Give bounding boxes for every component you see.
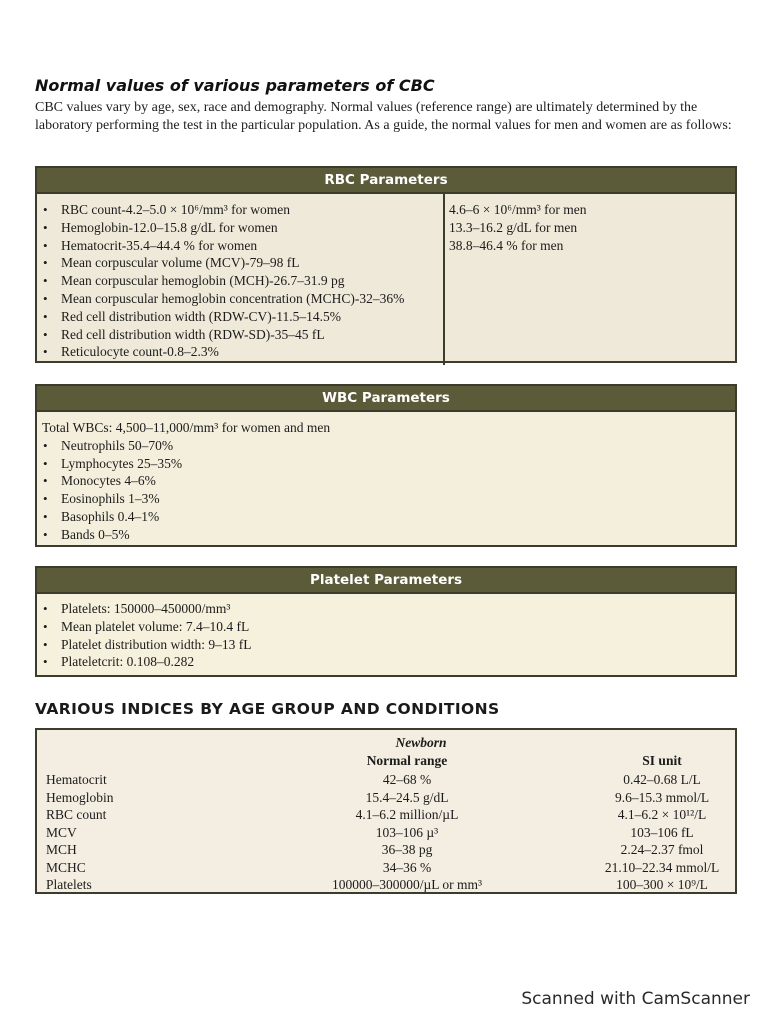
list-item: • Platelet distribution width: 9–13 fL <box>37 636 735 654</box>
row-range: 103–106 µ³ <box>375 824 439 840</box>
wbc-total: Total WBCs: 4,500–11,000/mm³ for women and men <box>42 420 331 435</box>
rbc-women-column <box>37 194 445 365</box>
table-row <box>37 824 735 842</box>
table-row <box>37 789 735 807</box>
rbc-list <box>37 201 443 361</box>
list-item: • Monocytes 4–6% <box>37 472 735 490</box>
row-name: MCH <box>46 842 77 857</box>
row-name: MCHC <box>46 859 86 875</box>
list-item: • Basophils 0.4–1% <box>37 508 735 526</box>
row-si: 0.42–0.68 L/L <box>623 772 701 787</box>
list-item: • Neutrophils 50–70% <box>37 437 735 455</box>
page-title: Normal values of various parameters of CBC <box>35 76 435 95</box>
row-range: 15.4–24.5 g/dL <box>365 789 449 805</box>
column-header-si: SI unit <box>642 753 682 768</box>
list-item: • Reticulocyte count-0.8–2.3% <box>37 343 443 361</box>
row-range: 36–38 pg <box>381 842 433 857</box>
list-item: • Mean corpuscular volume (MCV)-79–98 fL <box>37 254 443 272</box>
list-item: • Plateletcrit: 0.108–0.282 <box>37 653 735 671</box>
rbc-parameters-box <box>35 166 737 363</box>
row-si: 2.24–2.37 fmol <box>620 842 704 857</box>
list-item: • Red cell distribution width (RDW-SD)-35–45 fL <box>37 326 443 344</box>
row-range: 100000–300000/µL or mm³ <box>331 877 483 892</box>
list-item: • Lymphocytes 25–35% <box>37 455 735 473</box>
row-si: 9.6–15.3 mmol/L <box>614 789 710 805</box>
row-range: 4.1–6.2 million/µL <box>355 807 459 822</box>
list-item: • Red cell distribution width (RDW-CV)-11.5–14.5% <box>37 308 443 326</box>
table-row <box>37 771 735 789</box>
table-row <box>37 841 735 859</box>
list-item: • Eosinophils 1–3% <box>37 490 735 508</box>
list-item: • Mean corpuscular hemoglobin (MCH)-26.7–31.9 pg <box>37 272 443 290</box>
row-si: 103–106 fL <box>630 824 694 840</box>
wbc-header: WBC Parameters <box>37 386 735 412</box>
row-name: Platelets <box>46 877 92 892</box>
row-name: Hemoglobin <box>46 789 114 805</box>
scanner-watermark: Scanned with CamScanner <box>521 989 750 1009</box>
newborn-indices-table <box>35 728 737 894</box>
list-item: • Hemoglobin-12.0–15.8 g/dL for women <box>37 219 443 237</box>
table-rows <box>37 771 735 894</box>
wbc-body <box>37 412 735 544</box>
list-item: • Mean platelet volume: 7.4–10.4 fL <box>37 618 735 636</box>
rbc-men-column <box>449 194 586 254</box>
row-range: 42–68 % <box>382 772 432 787</box>
rbc-header: RBC Parameters <box>37 168 735 194</box>
row-si: 21.10–22.34 mmol/L <box>604 859 720 875</box>
table-row <box>37 806 735 824</box>
rbc-body <box>37 194 735 365</box>
column-header-range: Normal range <box>366 753 448 768</box>
platelet-body <box>37 594 735 671</box>
row-range: 34–36 % <box>382 859 432 875</box>
platelet-list <box>37 600 735 671</box>
rbc-men-value: 38.8–46.4 % for men <box>449 237 564 253</box>
platelet-parameters-box <box>35 566 737 677</box>
table-group-heading: Newborn <box>395 735 447 750</box>
rbc-men-value: 13.3–16.2 g/dL for men <box>449 219 578 235</box>
wbc-parameters-box <box>35 384 737 547</box>
row-name: Hematocrit <box>46 772 107 787</box>
indices-section-title: VARIOUS INDICES BY AGE GROUP AND CONDITIONS <box>35 700 500 718</box>
row-si: 4.1–6.2 × 10¹²/L <box>617 807 707 822</box>
rbc-men-value: 4.6–6 × 10⁶/mm³ for men <box>449 202 587 217</box>
list-item: • Mean corpuscular hemoglobin concentration (MCHC)-32–36% <box>37 290 443 308</box>
row-name: MCV <box>46 824 77 840</box>
table-row <box>37 876 735 894</box>
platelet-header: Platelet Parameters <box>37 568 735 594</box>
list-item: • Bands 0–5% <box>37 526 735 544</box>
table-row <box>37 859 735 877</box>
row-si: 100–300 × 10⁹/L <box>616 877 708 892</box>
list-item: • Platelets: 150000–450000/mm³ <box>37 600 735 618</box>
list-item: • Hematocrit-35.4–44.4 % for women <box>37 237 443 255</box>
list-item: • RBC count-4.2–5.0 × 10⁶/mm³ for women <box>37 201 443 219</box>
wbc-list <box>37 437 735 544</box>
row-name: RBC count <box>46 807 107 822</box>
intro-paragraph: CBC values vary by age, sex, race and demography. Normal values (reference range) are ultimately determined by the laboratory performing the test in the particular population. As a guide, the normal values for men and women are as follows: <box>35 100 732 133</box>
